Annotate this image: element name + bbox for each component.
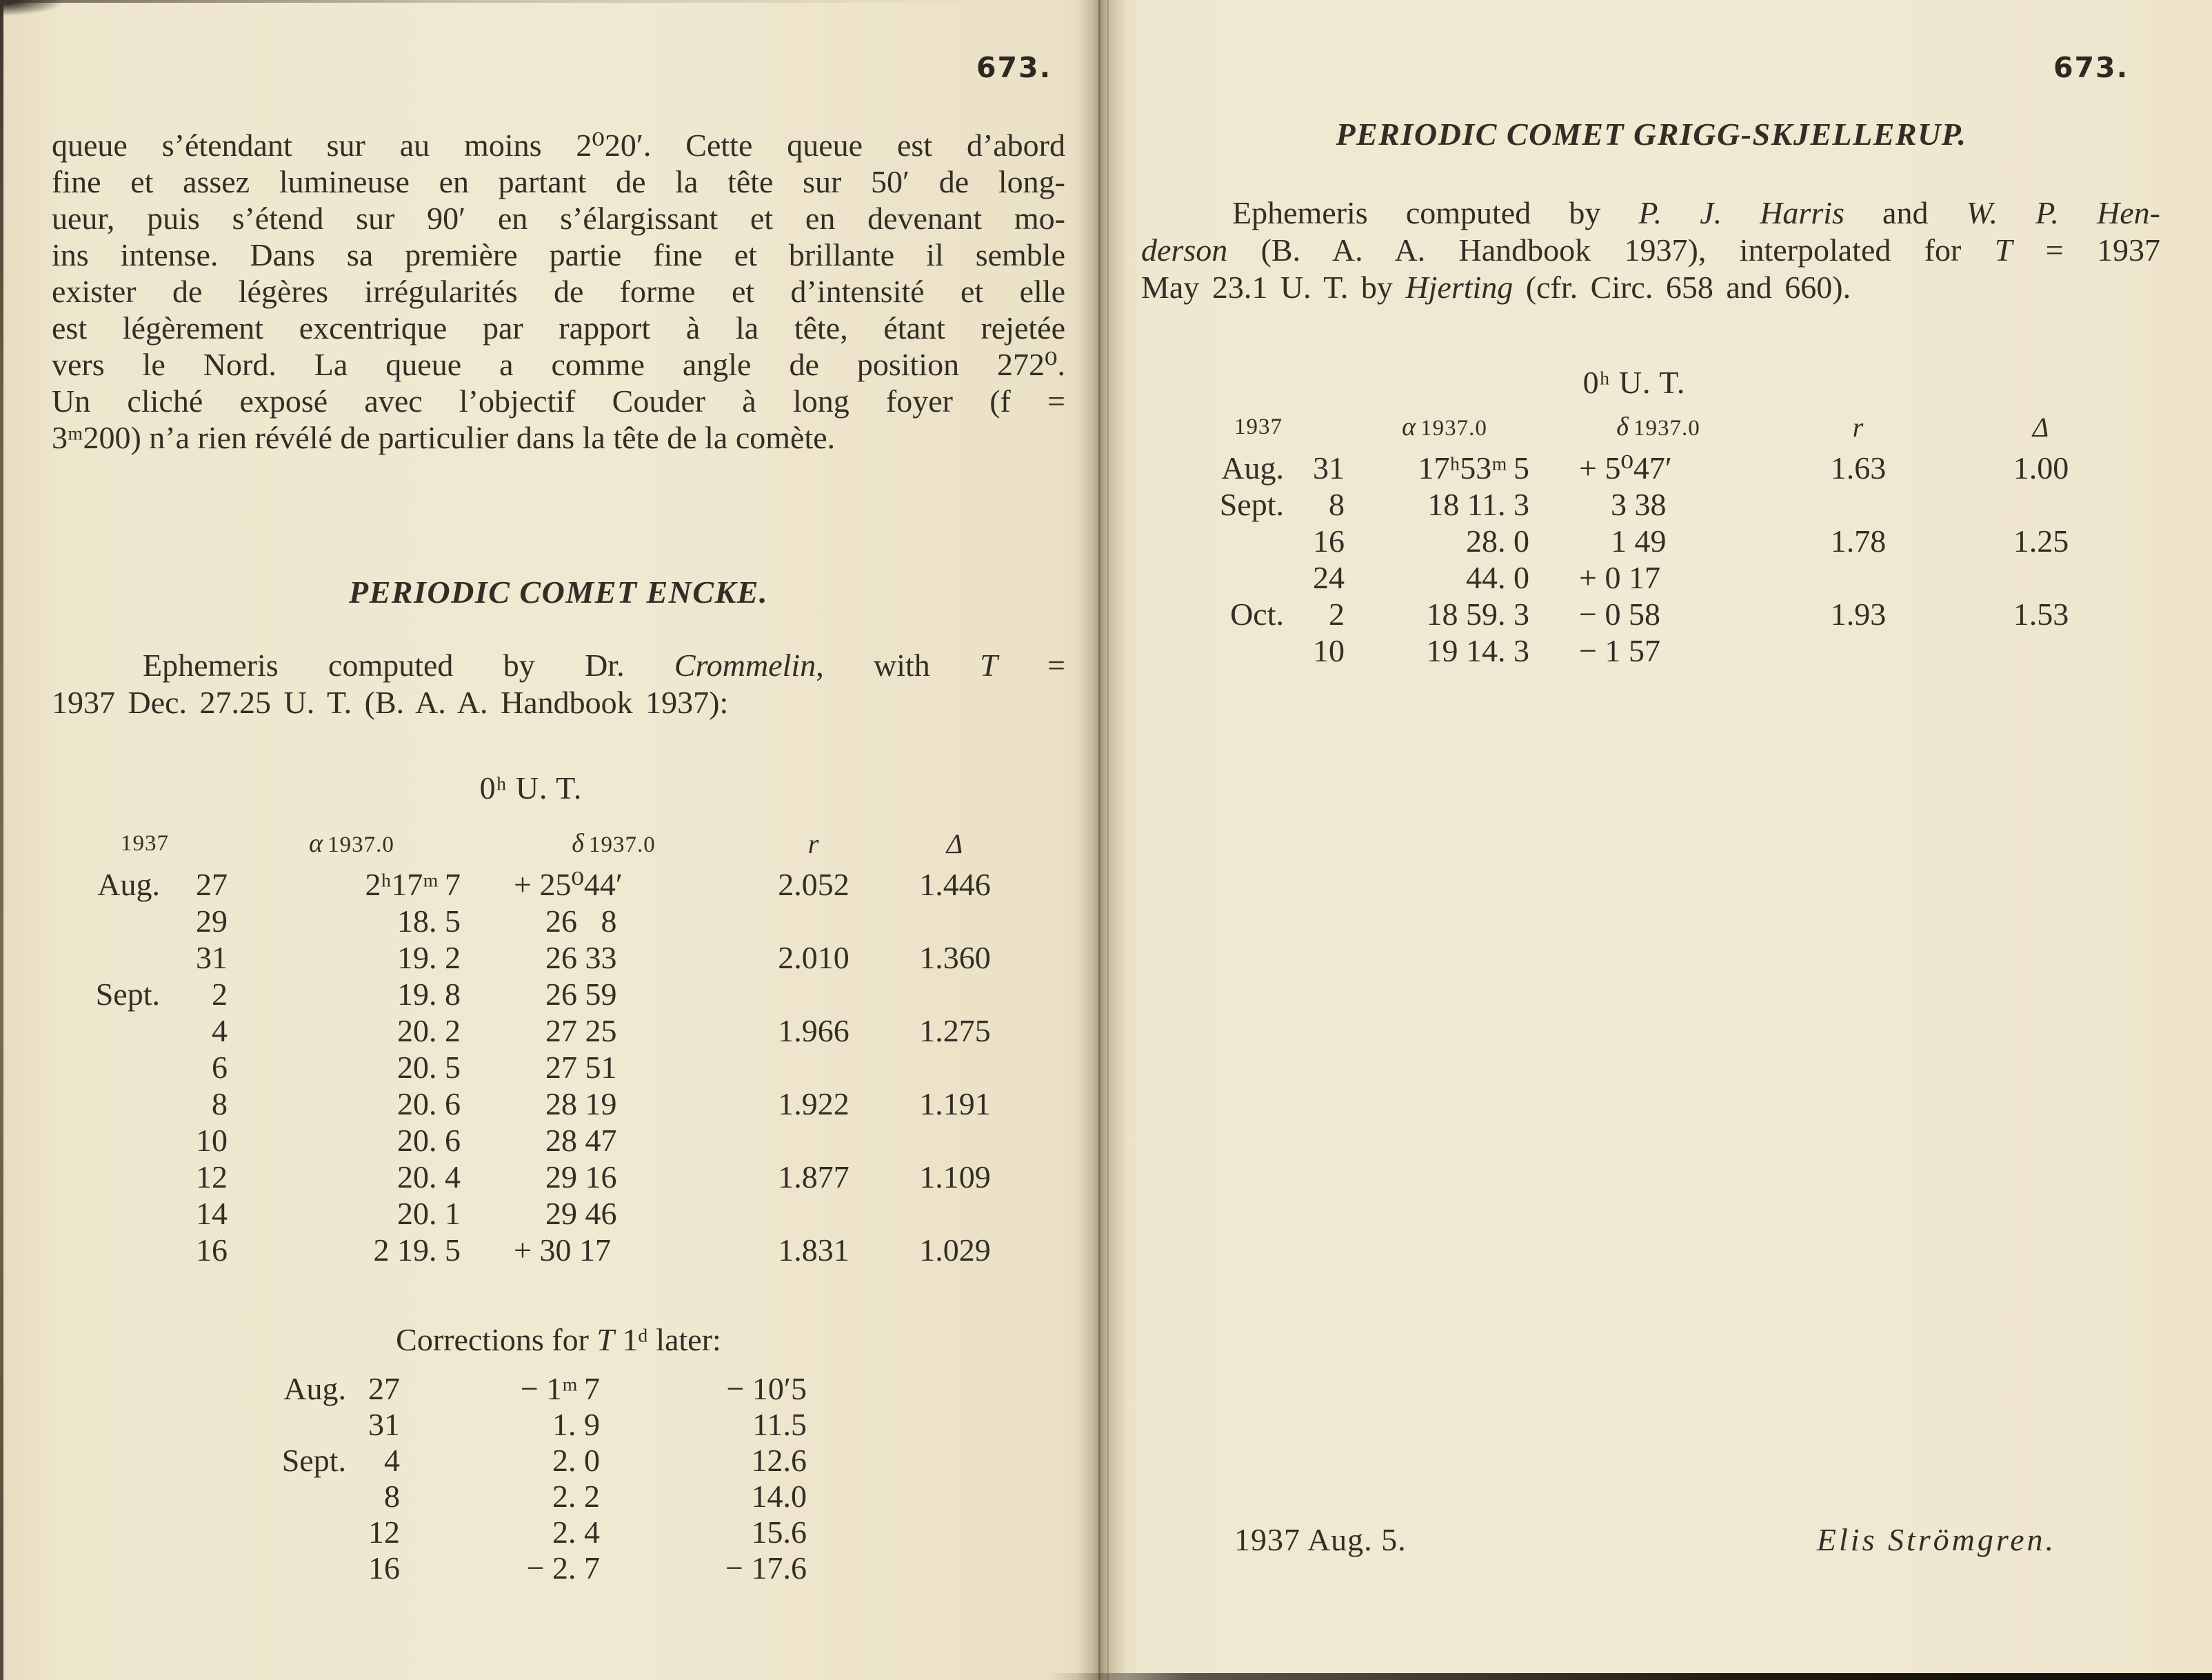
cell-ra-correction: 1. 9 xyxy=(552,1407,600,1442)
cell-dec: − 1 57 xyxy=(1579,633,1660,668)
cell-day: 31 xyxy=(1313,450,1345,486)
cell-month xyxy=(1172,523,1289,559)
symbol-T: T xyxy=(980,648,998,683)
table-row xyxy=(269,1514,807,1550)
cell-day: 24 xyxy=(1313,560,1345,595)
cell-ra-correction: − 1ᵐ 7 xyxy=(520,1371,600,1406)
cell-day: 12 xyxy=(368,1514,400,1550)
encke-intro-line-1 xyxy=(52,647,1065,684)
cell-month xyxy=(62,903,165,939)
cell-r: 1.93 xyxy=(1830,597,1887,632)
cell-r xyxy=(752,1049,876,1086)
paragraph-line: vers le Nord. La queue a comme angle de position 272⁰. xyxy=(52,347,1065,382)
cell-day: 8 xyxy=(384,1479,400,1514)
cell-distance xyxy=(876,903,1034,939)
header-alpha xyxy=(228,828,476,859)
table-row xyxy=(62,866,1034,903)
table-row xyxy=(1172,632,2138,669)
page-number-right: 673. xyxy=(2053,51,2129,84)
cell-r: 2.010 xyxy=(778,940,849,975)
paragraph-line: ins intense. Dans sa première partie fine et brillante il semble xyxy=(52,237,1065,272)
table-row xyxy=(1172,559,2138,596)
circular-date: 1937 Aug. 5. xyxy=(1234,1522,1407,1557)
cell-day: 4 xyxy=(384,1443,400,1478)
table-row xyxy=(1172,596,2138,632)
table-header-row xyxy=(62,821,1034,866)
cell-dec: + 5⁰47′ xyxy=(1579,450,1672,486)
cell-day: 8 xyxy=(212,1086,228,1121)
alpha-epoch: 1937.0 xyxy=(1420,416,1487,441)
paragraph-line: fine et assez lumineuse en partant de la tête sur 50′ de long- xyxy=(52,164,1065,199)
signature: Elis Strömgren. xyxy=(1816,1522,2056,1557)
cell-dec-correction: 12.6 xyxy=(751,1443,807,1478)
encke-section-heading: PERIODIC COMET ENCKE. xyxy=(349,574,768,610)
cell-month xyxy=(269,1514,352,1550)
delta-symbol: δ xyxy=(572,829,585,858)
cell-month: Oct. xyxy=(1230,597,1284,632)
cell-r: 1.78 xyxy=(1830,523,1887,559)
cell-r xyxy=(752,903,876,939)
cell-day: 31 xyxy=(368,1407,400,1442)
cell-dec: 1 49 xyxy=(1579,523,1667,559)
cell-month: Sept. xyxy=(1219,487,1284,522)
cell-month: Aug. xyxy=(283,1371,346,1406)
table-row xyxy=(62,1049,1034,1086)
cell-day: 6 xyxy=(212,1050,228,1085)
author-name: W. P. Hen- xyxy=(1966,195,2160,230)
cell-distance xyxy=(1944,632,2138,669)
paragraph-line: 3ᵐ200) n’a rien révélé de particulier dans la tête de la comète. xyxy=(52,420,836,455)
french-paragraph xyxy=(52,127,1065,456)
grigg-intro-line-2 xyxy=(1141,232,2160,269)
cell-distance xyxy=(1944,486,2138,523)
table-body xyxy=(1172,450,2138,669)
grigg-ut-label: 0ʰ U. T. xyxy=(1582,365,1686,400)
cell-dec: + 30 17 xyxy=(514,1232,611,1268)
cell-r xyxy=(1772,632,1944,669)
alpha-epoch: 1937.0 xyxy=(328,832,394,857)
cell-dec-correction: 15.6 xyxy=(751,1514,807,1550)
cell-month xyxy=(62,1049,165,1086)
cell-distance xyxy=(876,1122,1034,1159)
table-row xyxy=(62,1086,1034,1122)
cell-day: 16 xyxy=(1313,523,1345,559)
cell-dec-correction: 14.0 xyxy=(751,1479,807,1514)
cell-distance: 1.360 xyxy=(919,940,991,975)
cell-ra: 44. 0 xyxy=(1466,560,1529,595)
cell-month xyxy=(62,1086,165,1122)
cell-day: 16 xyxy=(196,1232,228,1268)
cell-dec: 26 33 xyxy=(514,940,617,975)
header-r: r xyxy=(807,828,820,859)
table-row xyxy=(62,939,1034,976)
intro-text: (cfr. Circ. 658 and 660). xyxy=(1513,270,1851,305)
header-distance: Δ xyxy=(946,828,964,859)
cell-ra: 2ʰ17ᵐ 7 xyxy=(365,867,461,902)
cell-dec-correction: − 10′5 xyxy=(726,1371,807,1406)
cell-r: 1.63 xyxy=(1830,450,1887,486)
cell-month xyxy=(62,1012,165,1049)
cell-distance xyxy=(1944,559,2138,596)
paragraph-line: queue s’étendant sur au moins 2⁰20′. Cette queue est d’abord xyxy=(52,128,1065,163)
table-row xyxy=(1172,523,2138,559)
encke-ephemeris-table xyxy=(62,821,1034,1268)
table-header-row xyxy=(1172,404,2138,450)
cell-dec: 26 8 xyxy=(514,903,617,939)
cell-distance: 1.00 xyxy=(2013,450,2069,486)
cell-distance: 1.191 xyxy=(919,1086,991,1121)
cell-dec: + 25⁰44′ xyxy=(514,867,623,902)
cell-r: 2.052 xyxy=(778,867,849,902)
intro-text: and xyxy=(1844,195,1967,230)
header-year: 1937 xyxy=(121,830,169,856)
intro-text: Ephemeris computed by xyxy=(1232,195,1639,230)
cell-ra: 19. 2 xyxy=(397,940,461,975)
page-fold-gutter xyxy=(1077,0,1127,1680)
fold-crease-line xyxy=(1107,0,1109,1680)
cell-r xyxy=(752,1122,876,1159)
cell-distance: 1.109 xyxy=(919,1159,991,1194)
cell-day: 27 xyxy=(368,1371,400,1406)
cell-dec: 27 25 xyxy=(514,1013,617,1048)
header-r: r xyxy=(1852,411,1864,443)
cell-month xyxy=(269,1407,352,1443)
delta-epoch: 1937.0 xyxy=(1633,416,1700,441)
cell-distance xyxy=(876,976,1034,1012)
cell-month xyxy=(62,1232,165,1268)
corrections-text: Corrections for xyxy=(396,1322,597,1357)
encke-intro-paragraph xyxy=(52,647,1065,721)
cell-dec-correction: 11.5 xyxy=(752,1407,807,1442)
cell-ra: 20. 6 xyxy=(397,1086,461,1121)
alpha-symbol: α xyxy=(309,829,324,858)
cell-ra: 18 11. 3 xyxy=(1427,487,1529,522)
table-row xyxy=(62,1012,1034,1049)
table-row xyxy=(1172,486,2138,523)
paragraph-line: Un cliché exposé avec l’objectif Couder à long foyer (f = xyxy=(52,383,1065,419)
cell-dec: 26 59 xyxy=(514,977,617,1012)
page-number-left: 673. xyxy=(976,51,1052,84)
table-row xyxy=(62,1232,1034,1268)
cell-day: 2 xyxy=(212,977,228,1012)
cell-ra-correction: − 2. 7 xyxy=(526,1550,600,1586)
intro-text: = xyxy=(997,648,1066,683)
header-distance: Δ xyxy=(2032,411,2050,443)
cell-distance xyxy=(876,1049,1034,1086)
cell-distance: 1.446 xyxy=(919,867,991,902)
cell-ra: 17ʰ53ᵐ 5 xyxy=(1418,450,1529,486)
symbol-T: T xyxy=(596,1322,615,1357)
table-row xyxy=(1172,450,2138,486)
cell-ra-correction: 2. 0 xyxy=(552,1443,600,1478)
encke-intro-line-2: 1937 Dec. 27.25 U. T. (B. A. A. Handbook 1937): xyxy=(52,685,729,720)
cell-month: Aug. xyxy=(1221,450,1284,486)
header-delta xyxy=(476,828,752,859)
cell-distance xyxy=(876,1195,1034,1232)
intro-text: = 1937 xyxy=(2012,232,2160,268)
table-row xyxy=(62,976,1034,1012)
table-row xyxy=(62,1195,1034,1232)
paragraph-line: exister de légères irrégularités de forme et d’intensité et elle xyxy=(52,274,1065,309)
cell-r xyxy=(1772,559,1944,596)
cell-ra: 20. 2 xyxy=(397,1013,461,1048)
intro-text: May 23.1 U. T. by xyxy=(1141,270,1406,305)
cell-distance: 1.275 xyxy=(919,1013,991,1048)
table-row xyxy=(269,1407,807,1443)
header-year: 1937 xyxy=(1234,414,1283,439)
grigg-intro-line-1 xyxy=(1141,194,2160,232)
cell-month xyxy=(269,1479,352,1514)
intro-text: (B. A. A. Handbook 1937), interpolated for xyxy=(1227,232,1995,268)
cell-dec: 27 51 xyxy=(514,1050,617,1085)
cell-ra: 2 19. 5 xyxy=(373,1232,461,1268)
symbol-T: T xyxy=(1994,232,2013,268)
cell-month xyxy=(62,1122,165,1159)
table-row xyxy=(62,1122,1034,1159)
scan-left-edge xyxy=(0,0,3,1680)
cell-dec: 3 38 xyxy=(1579,487,1667,522)
author-name: P. J. Harris xyxy=(1638,195,1844,230)
cell-ra: 20. 4 xyxy=(397,1159,461,1194)
cell-day: 12 xyxy=(196,1159,228,1194)
cell-r xyxy=(1772,486,1944,523)
corrections-title xyxy=(269,1321,848,1358)
cell-day: 31 xyxy=(196,940,228,975)
table-row xyxy=(269,1479,807,1514)
grigg-intro-line-3 xyxy=(1141,269,2160,306)
table-row xyxy=(62,1159,1034,1195)
table-row xyxy=(269,1443,807,1479)
cell-ra: 19. 8 xyxy=(397,977,461,1012)
cell-dec-correction: − 17.6 xyxy=(725,1550,807,1586)
cell-day: 8 xyxy=(1329,487,1345,522)
cell-distance: 1.53 xyxy=(2013,597,2069,632)
cell-day: 10 xyxy=(1313,633,1345,668)
header-delta xyxy=(1545,412,1772,442)
cell-day: 27 xyxy=(196,867,228,902)
author-name: Crommelin xyxy=(674,648,816,683)
author-name: derson xyxy=(1141,232,1228,268)
fold-crease-line xyxy=(1098,0,1100,1680)
cell-dec: − 0 58 xyxy=(1579,597,1660,632)
table-row xyxy=(269,1371,807,1407)
table-body xyxy=(62,866,1034,1268)
intro-text: , with xyxy=(816,648,981,683)
grigg-section-heading: PERIODIC COMET GRIGG-SKJELLERUP. xyxy=(1336,117,1967,152)
cell-ra: 20. 1 xyxy=(397,1196,461,1231)
cell-month xyxy=(62,1159,165,1195)
alpha-symbol: α xyxy=(1402,412,1417,441)
cell-dec: 28 47 xyxy=(514,1123,617,1158)
cell-ra-correction: 2. 2 xyxy=(552,1479,600,1514)
cell-day: 14 xyxy=(196,1196,228,1231)
cell-month xyxy=(269,1550,352,1586)
cell-month: Aug. xyxy=(97,867,160,902)
cell-ra: 18 59. 3 xyxy=(1426,597,1529,632)
cell-month: Sept. xyxy=(95,977,160,1012)
cell-dec: 29 16 xyxy=(514,1159,617,1194)
cell-month: Sept. xyxy=(281,1443,346,1478)
author-name: Hjerting xyxy=(1405,270,1514,305)
cell-dec: 29 46 xyxy=(514,1196,617,1231)
cell-r: 1.966 xyxy=(778,1013,849,1048)
cell-month xyxy=(1172,632,1289,669)
cell-ra: 19 14. 3 xyxy=(1426,633,1529,668)
cell-r xyxy=(752,1195,876,1232)
cell-day: 10 xyxy=(196,1123,228,1158)
corrections-table xyxy=(269,1371,807,1586)
scan-bottom-edge xyxy=(1048,1673,2212,1680)
header-alpha xyxy=(1345,412,1545,442)
cell-r: 1.831 xyxy=(778,1232,849,1268)
cell-ra-correction: 2. 4 xyxy=(552,1514,600,1550)
cell-month xyxy=(62,939,165,976)
grigg-intro-paragraph xyxy=(1141,194,2160,306)
grigg-ephemeris-table xyxy=(1172,404,2138,669)
cell-distance: 1.029 xyxy=(919,1232,991,1268)
paragraph-line: est légèrement excentrique par rapport à la tête, étant rejetée xyxy=(52,310,1065,346)
scan-top-edge xyxy=(0,0,1103,3)
cell-day: 2 xyxy=(1329,597,1345,632)
cell-r: 1.877 xyxy=(778,1159,849,1194)
cell-ra: 20. 6 xyxy=(397,1123,461,1158)
paragraph-line: ueur, puis s’étend sur 90′ en s’élargissant et en devenant mo- xyxy=(52,201,1065,236)
cell-day: 4 xyxy=(212,1013,228,1048)
delta-epoch: 1937.0 xyxy=(588,832,656,857)
cell-dec: + 0 17 xyxy=(1579,560,1660,595)
cell-day: 16 xyxy=(368,1550,400,1586)
scan-corner-shadow xyxy=(0,0,62,15)
cell-month xyxy=(1172,559,1289,596)
cell-r: 1.922 xyxy=(778,1086,849,1121)
corrections-text: 1ᵈ later: xyxy=(614,1322,721,1357)
cell-ra: 18. 5 xyxy=(397,903,461,939)
table-row xyxy=(269,1550,807,1586)
cell-distance: 1.25 xyxy=(2013,523,2069,559)
cell-r xyxy=(752,976,876,1012)
cell-dec: 28 19 xyxy=(514,1086,617,1121)
cell-ra: 20. 5 xyxy=(397,1050,461,1085)
encke-ut-label: 0ʰ U. T. xyxy=(479,770,583,806)
cell-day: 29 xyxy=(196,903,228,939)
intro-text: Ephemeris computed by Dr. xyxy=(143,648,674,683)
delta-symbol: δ xyxy=(1616,412,1629,441)
cell-month xyxy=(62,1195,165,1232)
cell-ra: 28. 0 xyxy=(1466,523,1529,559)
table-row xyxy=(62,903,1034,939)
